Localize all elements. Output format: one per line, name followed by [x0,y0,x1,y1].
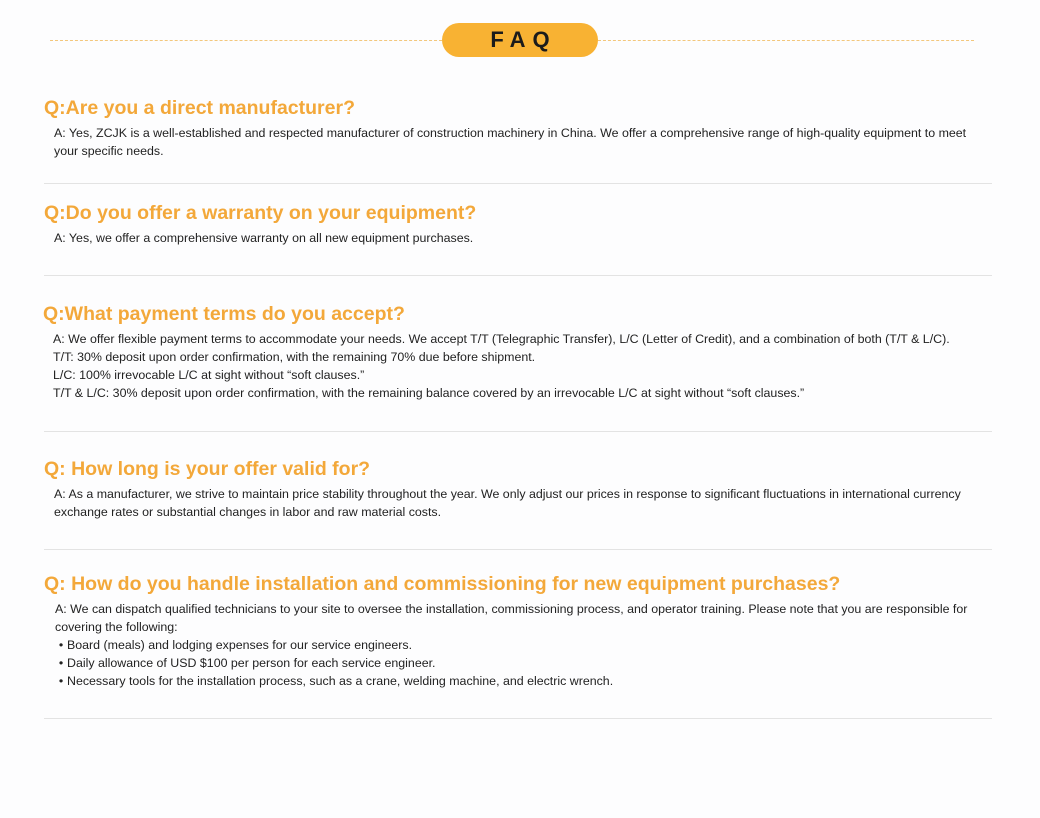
faq-item-offer-validity [44,456,992,550]
faq-item-payment-terms [44,301,992,432]
faq-bullet-item: • Necessary tools for the installation process, such as a crane, welding machine, and electric wrench. [55,672,992,690]
faq-question: Q: How do you handle installation and commissioning for new equipment purchases? [44,573,841,595]
header-divider-right [598,40,974,41]
faq-question: Q: How long is your offer valid for? [44,458,371,480]
faq-answer-line: L/C: 100% irrevocable L/C at sight without “soft clauses.” [53,368,365,382]
faq-answer-line: T/T & L/C: 30% deposit upon order confirmation, with the remaining balance covered by an irrevocable L/C at sight without “soft clauses.” [53,386,805,400]
faq-answer-line: A: We offer flexible payment terms to accommodate your needs. We accept T/T (Telegraphic Transfer), L/C (Letter of Credit), and a combination of both (T/T & L/C). [53,332,950,346]
faq-question: Q:Do you offer a warranty on your equipment? [44,202,477,224]
faq-question: Q:What payment terms do you accept? [43,303,405,325]
header-divider-left [50,40,442,41]
faq-header [0,22,1040,58]
faq-answer-line: A: Yes, ZCJK is a well-established and respected manufacturer of construction machinery in China. We offer a comprehensive range of high-quality equipment to meet your specific needs. [54,126,967,158]
faq-item-direct-manufacturer [44,95,992,184]
faq-question: Q:Are you a direct manufacturer? [44,97,355,119]
faq-answer-line: A: As a manufacturer, we strive to maintain price stability throughout the year. We only adjust our prices in response to significant fluctuations in international currency exchange rates or substantial changes in labor and raw material costs. [54,487,961,519]
faq-item-installation [44,571,992,719]
faq-item-warranty [44,200,992,276]
faq-answer [44,600,992,690]
faq-answer [44,485,992,521]
faq-answer [44,124,992,160]
faq-answer-line: T/T: 30% deposit upon order confirmation, with the remaining 70% due before shipment. [53,350,536,364]
faq-answer-line: A: Yes, we offer a comprehensive warranty on all new equipment purchases. [54,231,474,245]
faq-title-badge: FAQ [442,23,598,57]
faq-bullet-item: • Daily allowance of USD $100 per person for each service engineer. [55,654,992,672]
faq-answer [44,330,992,402]
faq-answer-line: A: We can dispatch qualified technicians to your site to oversee the installation, commissioning process, and operator training. Please note that you are responsible for covering the following: [55,602,968,634]
faq-answer [44,229,992,247]
faq-bullet-item: • Board (meals) and lodging expenses for our service engineers. [55,636,992,654]
